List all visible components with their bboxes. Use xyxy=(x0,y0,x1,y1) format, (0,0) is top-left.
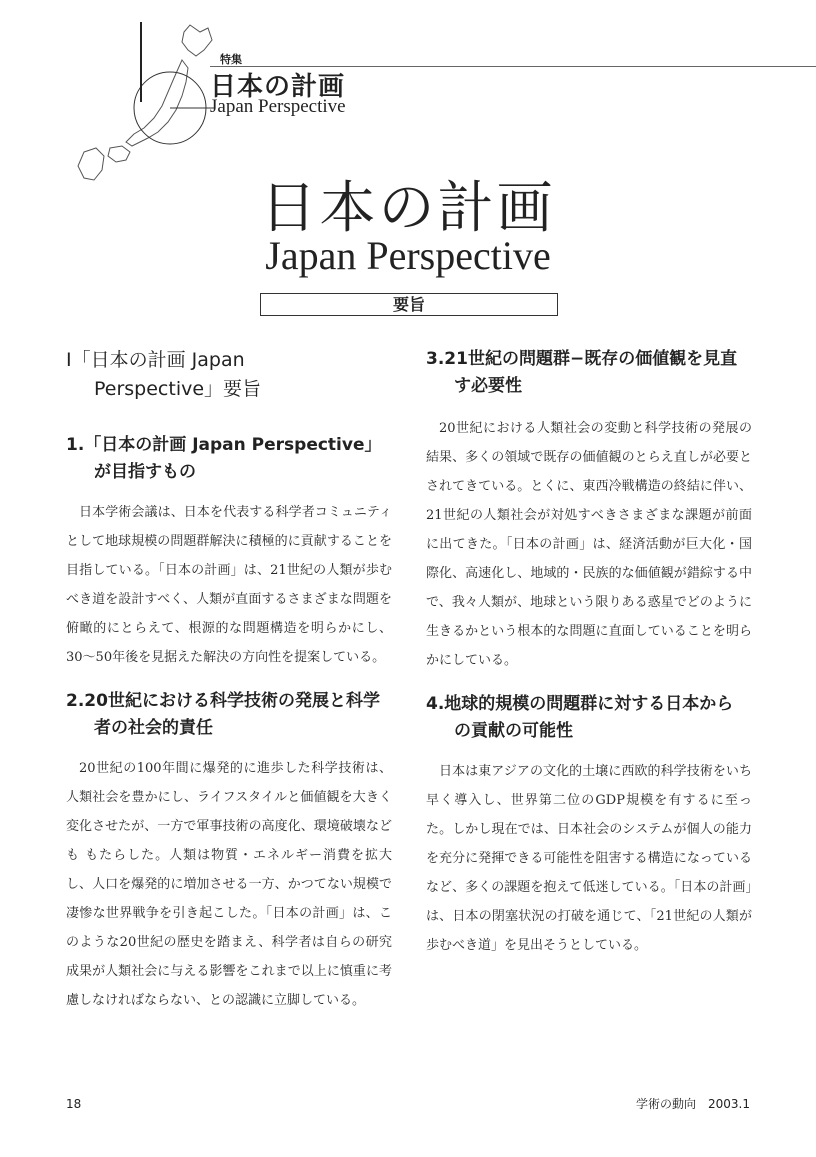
section-1-3-body: 20世紀における人類社会の変動と科学技術の発展の結果、多くの領域で既存の価値観のとらえ直しが必要とされてきている。とくに、東西冷戦構造の終結に伴い、21世紀の人類社会が対処すべきさまざまな課題が前面に出てきた。「日本の計画」は、経済活動が巨大化・国際化、高速化し、地域的・民族的な価値観が錯綜する中で、我々人類が、地球という限りある惑星でどのように生きるかという根本的な問題に直面していることを明らかにしている。 xyxy=(426,421,752,668)
section-1-heading-line1: Ⅰ「日本の計画 Japan xyxy=(66,349,245,371)
publication-info: 学術の動向 2003.1 xyxy=(636,1097,750,1111)
header-title-jp: 日本の計画 xyxy=(210,72,346,102)
section-1-4-heading-line2: の貢献の可能性 xyxy=(454,721,573,741)
main-title-jp: 日本の計画 xyxy=(260,176,556,241)
summary-label-box: 要旨 xyxy=(260,293,558,316)
section-1-4-body: 日本は東アジアの文化的土壌に西欧的科学技術をいち早く導入し、世界第二位のGDP規模を有するに至った。しかし現在では、日本社会のシステムが個人の能力を充分に発揮できる可能性を阻害する構造になっているなど、多くの課題を抱えて低迷している。「日本の計画」は、日本の閉塞状況の打破を通じて、「21世紀の人類が歩むべき道」を見出そうとしている。 xyxy=(426,764,752,953)
header-vertical-rule xyxy=(140,22,142,102)
section-1-2-heading xyxy=(66,688,392,742)
section-1-3-heading-line2: す必要性 xyxy=(454,376,522,396)
section-1-1-body: 日本学術会議は、日本を代表する科学者コミュニティとして地球規模の問題群解決に積極的に貢献することを目指している。「日本の計画」は、21世紀の人類が歩むべき道を設計すべく、人類が直面するさまざまな問題を俯瞰的にとらえて、根源的な問題構造を明らかにし、30〜50年後を見据えた解決の方向性を提案している。 xyxy=(66,505,392,665)
section-1-2-body: 20世紀の100年間に爆発的に進歩した科学技術は、人類社会を豊かにし、ライフスタイルと価値観を大きく変化させたが、一方で軍事技術の高度化、環境破壊なども もたらした。人類は物質・エネルギー消費を拡大し、人口を爆発的に増加させる一方、かつてない規模で凄惨な世界戦争を引き起こした。「日本の計画」は、このような20世紀の歴史を踏まえ、科学者は自らの研究成果が人類社会に与える影響をこれまで以上に慎重に考慮しなければならない、との認識に立脚している。 xyxy=(66,761,392,1008)
section-1-1-heading-line1: 1.「日本の計画 Japan Perspective」 xyxy=(66,435,382,455)
section-1-heading xyxy=(66,346,392,404)
section-1-2-heading-line1: 2.20世紀における科学技術の発展と科学 xyxy=(66,691,380,711)
left-column xyxy=(66,346,392,1015)
section-1-3-heading-line1: 3.21世紀の問題群−既存の価値観を見直 xyxy=(426,349,738,369)
right-column xyxy=(426,346,752,960)
section-1-2-heading-line2: 者の社会的責任 xyxy=(94,718,213,738)
section-1-4-heading-line1: 4.地球的規模の問題群に対する日本から xyxy=(426,694,734,714)
section-1-3-heading xyxy=(426,346,752,400)
section-1-1-heading-line2: が目指すもの xyxy=(94,462,196,482)
section-1-1-heading xyxy=(66,432,392,486)
header-title-en: Japan Perspective xyxy=(210,96,346,117)
section-1-heading-line2: Perspective」要旨 xyxy=(94,378,262,400)
page-number: 18 xyxy=(66,1097,82,1111)
feature-tag: 特集 xyxy=(220,53,242,66)
section-1-4-heading xyxy=(426,691,752,745)
main-title-en: Japan Perspective xyxy=(265,233,551,278)
